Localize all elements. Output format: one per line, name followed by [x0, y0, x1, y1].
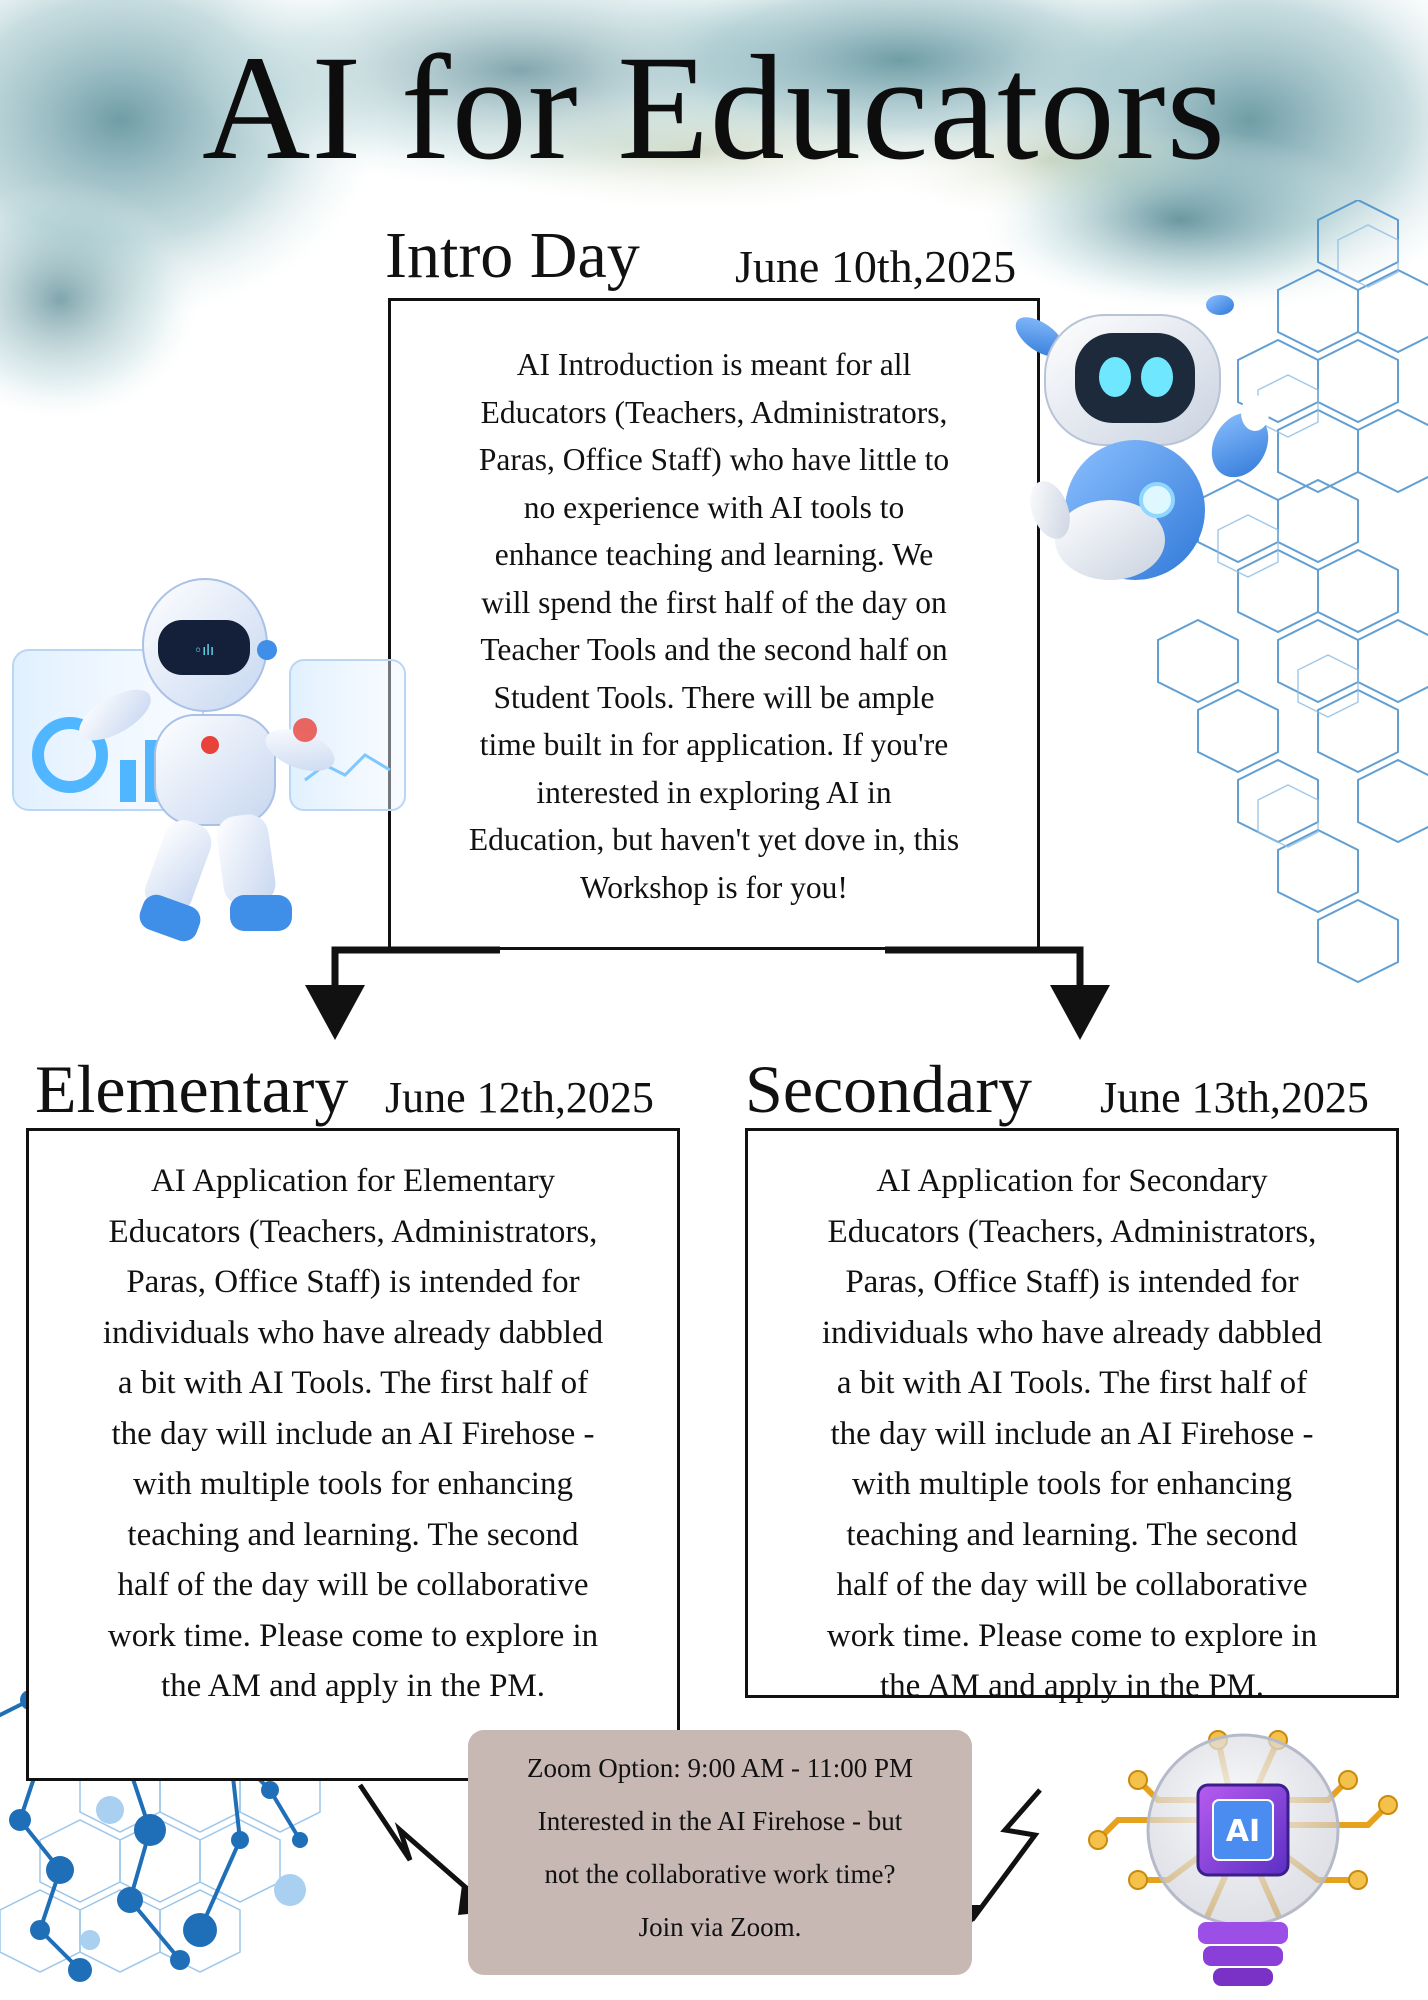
intro-line: Student Tools. There will be ample [493, 679, 935, 715]
secondary-line: with multiple tools for enhancing [852, 1466, 1292, 1502]
secondary-line: the day will include an AI Firehose - [830, 1415, 1314, 1452]
intro-line: will spend the first half of the day on [481, 584, 947, 620]
intro-line: interested in exploring AI in [536, 774, 892, 810]
intro-line: Teacher Tools and the second half on [480, 632, 948, 667]
secondary-line: AI Application for Secondary [876, 1163, 1268, 1199]
elementary-line: Paras, Office Staff) is intended for [126, 1264, 580, 1300]
elementary-heading: Elementary [35, 1051, 349, 1127]
elementary-date: June 12th,2025 [385, 1073, 654, 1122]
secondary-line: half of the day will be collaborative [836, 1567, 1308, 1603]
secondary-line: work time. Please come to explore in [826, 1617, 1318, 1654]
zoom-line: Zoom Option: 9:00 AM - 11:00 PM [526, 1753, 914, 1783]
zoom-line: Interested in the AI Firehose - but [537, 1806, 903, 1836]
intro-date: June 10th,2025 [735, 241, 1017, 292]
secondary-description-box [745, 1128, 1399, 1704]
elementary-line: individuals who have already dabbled [102, 1314, 604, 1351]
ai-lightbulb-icon [1078, 1700, 1408, 2000]
arrow-head-left [305, 985, 365, 1040]
elementary-line: teaching and learning. The second [127, 1516, 579, 1553]
secondary-line: Educators (Teachers, Administrators, [827, 1213, 1317, 1250]
secondary-line: the AM and apply in the PM. [879, 1668, 1265, 1704]
hover-robot-icon [1005, 295, 1295, 595]
intro-line: AI Introduction is meant for all [516, 347, 912, 382]
page-title: AI for Educators [202, 25, 1226, 191]
secondary-date: June 13th,2025 [1100, 1073, 1369, 1122]
secondary-line: individuals who have already dabbled [821, 1314, 1323, 1351]
elementary-line: the AM and apply in the PM. [160, 1668, 546, 1704]
elementary-line: with multiple tools for enhancing [133, 1466, 573, 1502]
intro-heading: Intro Day [385, 219, 640, 292]
intro-line: Education, but haven't yet dove in, this [468, 822, 960, 857]
intro-line: time built in for application. If you're [479, 727, 949, 762]
elementary-description-box [26, 1128, 680, 1781]
intro-line: enhance teaching and learning. We [494, 537, 934, 572]
zoom-line: not the collaborative work time? [544, 1859, 896, 1889]
secondary-line: teaching and learning. The second [846, 1516, 1298, 1553]
svg-text:◦ılı: ◦ılı [194, 643, 214, 659]
secondary-heading: Secondary [745, 1051, 1033, 1127]
intro-line: Educators (Teachers, Administrators, [480, 394, 948, 430]
intro-line: no experience with AI tools to [523, 489, 905, 525]
elementary-line: half of the day will be collaborative [117, 1567, 589, 1603]
intro-description-box [388, 298, 1040, 950]
elementary-line: the day will include an AI Firehose - [111, 1415, 595, 1452]
intro-line: Paras, Office Staff) who have little to [478, 442, 950, 477]
secondary-line: Paras, Office Staff) is intended for [845, 1264, 1299, 1300]
bulb-chip-label: AI [1225, 1814, 1261, 1849]
elementary-line: AI Application for Elementary [150, 1163, 556, 1199]
intro-line: Workshop is for you! [580, 869, 848, 905]
zoom-line: Join via Zoom. [638, 1912, 802, 1942]
elementary-line: a bit with AI Tools. The first half of [117, 1365, 589, 1401]
elementary-line: Educators (Teachers, Administrators, [108, 1213, 598, 1250]
arrow-head-right [1050, 985, 1110, 1040]
elementary-line: work time. Please come to explore in [107, 1617, 599, 1654]
secondary-line: a bit with AI Tools. The first half of [836, 1365, 1308, 1401]
zoom-option-box [468, 1730, 972, 1975]
astronaut-robot-icon [5, 565, 415, 965]
